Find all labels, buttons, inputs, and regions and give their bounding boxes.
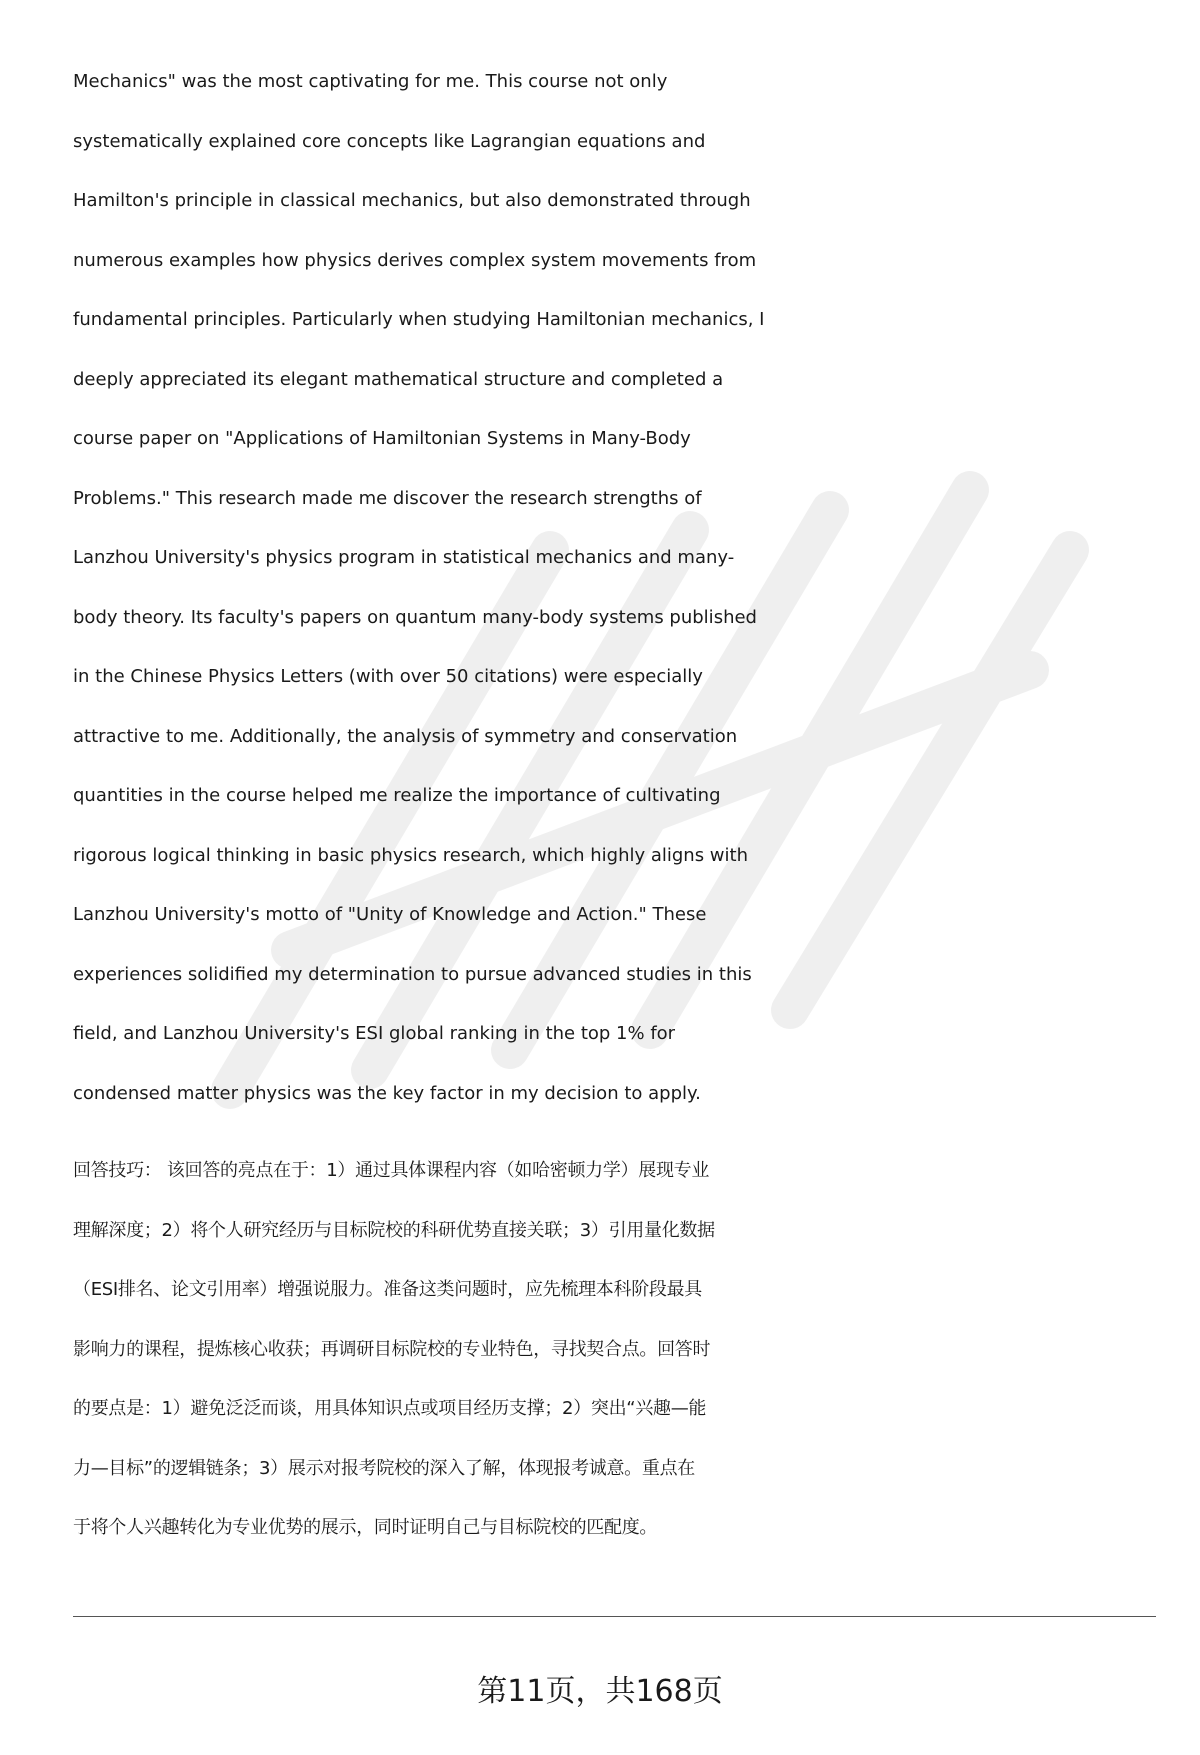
body-line: Problems." This research made me discover the research strengths of xyxy=(73,487,702,509)
body-line: Lanzhou University's motto of "Unity of Knowledge and Action." These xyxy=(73,904,707,925)
body-line: body theory. Its faculty's papers on quantum many-body systems published xyxy=(73,606,757,628)
tip-line: 于将个人兴趣转化为专业优势的展示，同时证明自己与目标院校的匹配度。 xyxy=(73,1517,658,1538)
body-line: course paper on "Applications of Hamiltonian Systems in Many-Body xyxy=(73,428,691,449)
tip-line: 理解深度；2）将个人研究经历与目标院校的科研优势直接关联；3）引用量化数据 xyxy=(73,1219,715,1241)
document-page xyxy=(73,52,1163,1558)
tip-line: 力—目标”的逻辑链条；3）展示对报考院校的深入了解，体现报考诚意。重点在 xyxy=(73,1457,695,1479)
body-line: fundamental principles. Particularly when studying Hamiltonian mechanics, I xyxy=(73,309,765,330)
body-line: experiences solidified my determination to pursue advanced studies in this xyxy=(73,963,752,985)
body-line: field, and Lanzhou University's ESI global ranking in the top 1% for xyxy=(73,1023,676,1044)
body-line: quantities in the course helped me realize the importance of cultivating xyxy=(73,785,721,806)
body-line: Mechanics" was the most captivating for me. This course not only xyxy=(73,71,668,92)
page-number: 第11页，共168页 xyxy=(477,1674,723,1709)
body-line: in the Chinese Physics Letters (with over 50 citations) were especially xyxy=(73,666,703,687)
body-line: numerous examples how physics derives complex system movements from xyxy=(73,249,757,271)
tip-line: 影响力的课程，提炼核心收获；再调研目标院校的专业特色，寻找契合点。回答时 xyxy=(73,1338,711,1360)
body-line: systematically explained core concepts like Lagrangian equations and xyxy=(73,130,706,152)
footer-divider xyxy=(73,1616,1156,1617)
body-line: deeply appreciated its elegant mathematical structure and completed a xyxy=(73,368,724,390)
body-line: Hamilton's principle in classical mechanics, but also demonstrated through xyxy=(73,190,751,211)
body-line: rigorous logical thinking in basic physics research, which highly aligns with xyxy=(73,844,748,866)
answer-tips xyxy=(73,1141,1163,1558)
answer-body xyxy=(73,52,1163,1123)
tip-line: （ESI排名、论文引用率）增强说服力。准备这类问题时，应先梳理本科阶段最具 xyxy=(73,1279,703,1300)
tip-line: 的要点是：1）避免泛泛而谈，用具体知识点或项目经历支撑；2）突出“兴趣—能 xyxy=(73,1398,707,1419)
body-line: Lanzhou University's physics program in statistical mechanics and many- xyxy=(73,547,735,568)
body-line: attractive to me. Additionally, the analysis of symmetry and conservation xyxy=(73,725,738,747)
tip-line: 回答技巧： 该回答的亮点在于：1）通过具体课程内容（如哈密顿力学）展现专业 xyxy=(73,1160,710,1181)
body-line: condensed matter physics was the key factor in my decision to apply. xyxy=(73,1082,701,1104)
